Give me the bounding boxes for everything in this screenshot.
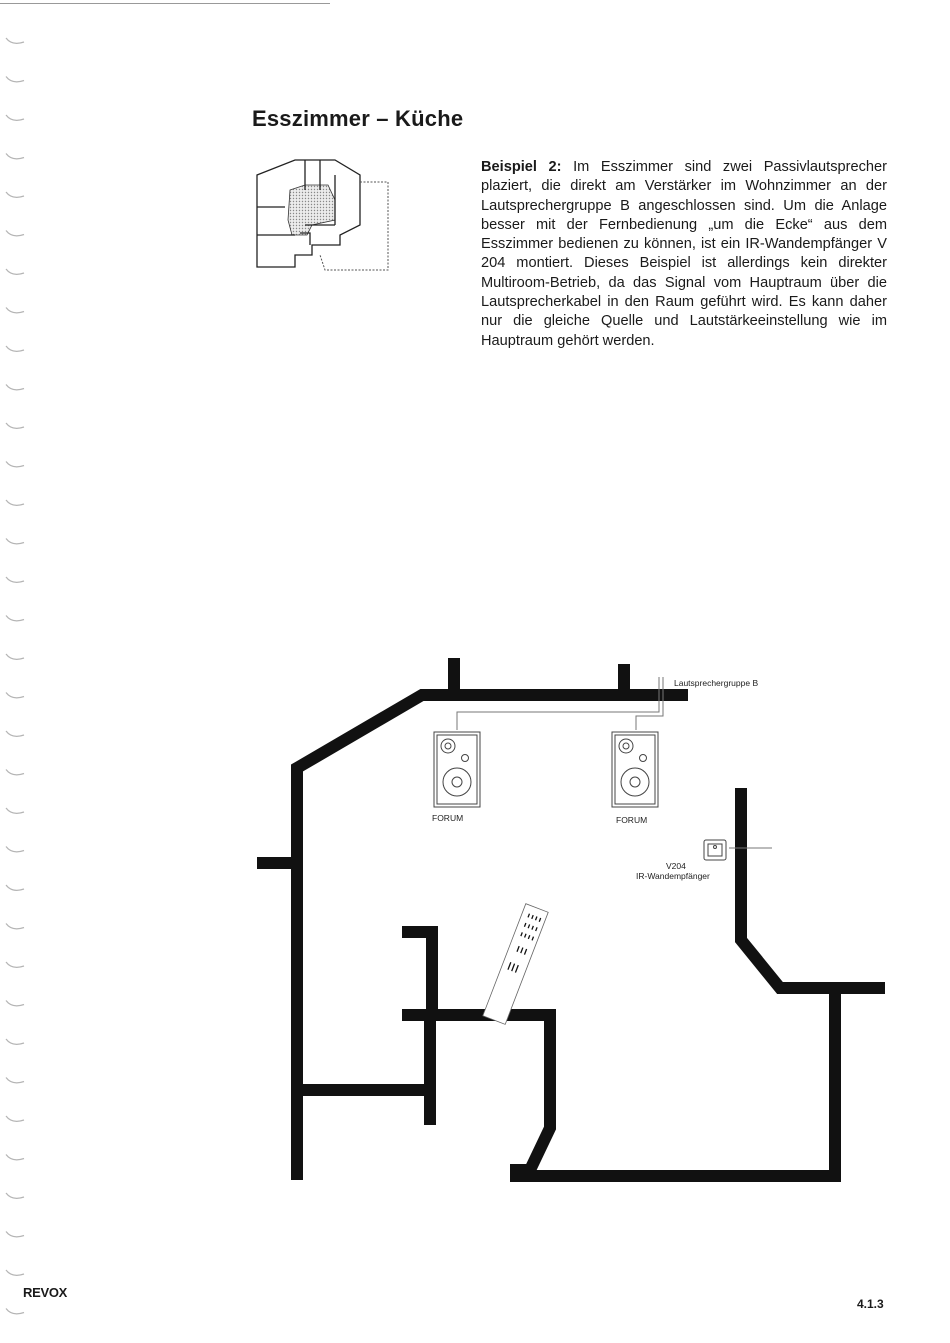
binding-hole bbox=[6, 500, 24, 505]
description-text: Im Esszimmer sind zwei Passivlautsprecher plaziert, die direkt am Verstärker im Wohnzimmer an der Lautsprechergruppe B angeschlossen sind. Um die Anlage besser mit der Fernbedienung „um die Ecke“ aus dem Esszimmer bedienen zu können, ist ein IR-Wandempfänger V 204 montiert. Dieses Beispiel ist allerdings kein direkter Multiroom-Betrieb, da das Signal vom Hauptraum über die Lautsprecherkabel in den Raum geführt wird. Es kann daher nur die gleiche Quelle und Lautstärkeeinstellung wie im Hauptraum gehört werden. bbox=[481, 159, 887, 349]
binding-hole bbox=[6, 770, 24, 775]
binding-hole bbox=[6, 693, 24, 698]
binding-hole bbox=[6, 808, 24, 813]
binding-hole bbox=[6, 1232, 24, 1237]
binding-hole bbox=[6, 539, 24, 544]
binding-hole bbox=[6, 885, 24, 890]
receiver-model: V204 bbox=[666, 861, 686, 871]
binding-hole bbox=[6, 654, 24, 659]
description-paragraph bbox=[481, 158, 887, 351]
binding-hole bbox=[6, 577, 24, 582]
cable-label: Lautsprechergruppe B bbox=[674, 678, 759, 688]
speaker-right bbox=[612, 732, 658, 807]
page-number: 4.1.3 bbox=[857, 1297, 884, 1311]
binding-hole bbox=[6, 346, 24, 351]
room-plan-diagram bbox=[250, 650, 900, 1200]
binding-hole bbox=[6, 1078, 24, 1083]
binding-hole bbox=[6, 1116, 24, 1121]
brand-logo: REVOX bbox=[23, 1285, 68, 1300]
receiver-label: IR-Wandempfänger bbox=[636, 871, 710, 881]
speaker-left bbox=[434, 732, 480, 807]
floor-plan-thumbnail bbox=[250, 155, 395, 275]
binding-hole bbox=[6, 231, 24, 236]
binding-hole bbox=[6, 308, 24, 313]
binding-hole bbox=[6, 154, 24, 159]
top-rule bbox=[0, 3, 330, 4]
binding-hole bbox=[6, 731, 24, 736]
remote-control-icon bbox=[483, 904, 548, 1025]
binding-hole bbox=[6, 1155, 24, 1160]
binding-hole bbox=[6, 192, 24, 197]
speaker-left-label: FORUM bbox=[432, 813, 464, 823]
binding-hole bbox=[6, 38, 24, 43]
binding-hole bbox=[6, 1270, 24, 1275]
binding-hole bbox=[6, 462, 24, 467]
binding-hole bbox=[6, 924, 24, 929]
highlighted-room bbox=[288, 185, 335, 235]
binding-holes bbox=[0, 0, 40, 1343]
room-walls bbox=[257, 658, 885, 1180]
binding-hole bbox=[6, 77, 24, 82]
binding-hole bbox=[6, 1309, 24, 1314]
example-label: Beispiel 2: bbox=[481, 159, 562, 175]
binding-hole bbox=[6, 269, 24, 274]
binding-hole bbox=[6, 115, 24, 120]
binding-hole bbox=[6, 1001, 24, 1006]
binding-hole bbox=[6, 616, 24, 621]
speaker-right-label: FORUM bbox=[616, 815, 648, 825]
binding-hole bbox=[6, 847, 24, 852]
binding-hole bbox=[6, 1193, 24, 1198]
ir-receiver-icon bbox=[704, 840, 726, 860]
binding-hole bbox=[6, 423, 24, 428]
binding-hole bbox=[6, 385, 24, 390]
page-title: Esszimmer – Küche bbox=[252, 106, 464, 131]
binding-hole bbox=[6, 962, 24, 967]
binding-hole bbox=[6, 1039, 24, 1044]
